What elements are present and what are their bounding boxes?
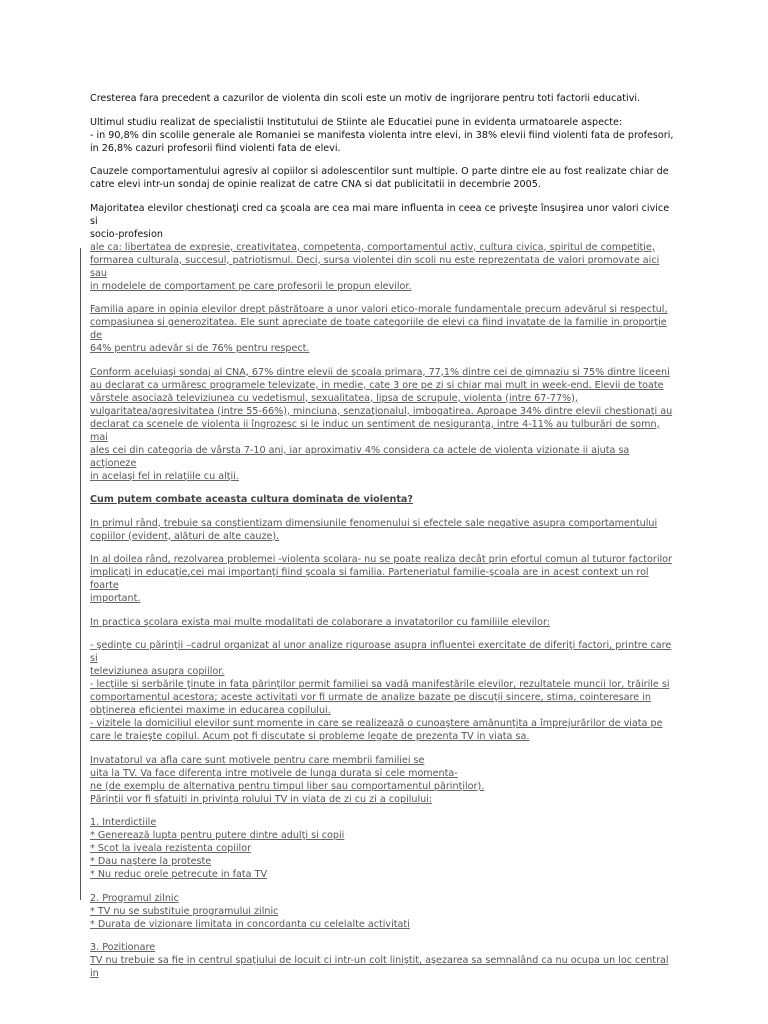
- text-line: In primul rând, trebuie sa conştientizam dimensiunile fenomenului si efectele sale negative asupra comportamentului: [90, 517, 658, 529]
- text-line: in modelele de comportament pe care profesorii le propun elevilor.: [90, 280, 412, 292]
- text-line: au declarat ca urmăresc programele televizate, in medie, cate 3 ore pe zi si chiar mai mult in week-end. Elevii de toate: [90, 379, 664, 391]
- text-line: - lecţiile si serbările ţinute in fata părinţilor permit familiei sa vadă manifestările elevilor, rezultatele muncii lor, trăirile si: [90, 679, 670, 690]
- text-line: vulgaritatea/agresivitatea (intre 55-66%), minciuna, senzaţionalul, imbogatirea. Aproape 34% dintre elevii chestionaţi au: [90, 405, 673, 417]
- text-line: Ultimul studiu realizat de specialistii Institutului de Stiinte ale Educatiei pune in evidenta urmatoarele aspecte:: [90, 116, 623, 128]
- survey-paragraph: [90, 366, 676, 483]
- text-line: catre elevi intr-un sondaj de opinie realizat de catre CNA si dat publicitatii in decembrie 2005.: [90, 179, 541, 190]
- positioning-list: [90, 941, 676, 980]
- text-line: ale ca: libertatea de expresie, creativitatea, competenta, comportamentul activ, cultura civica, spiritul de competiţie,: [90, 241, 655, 253]
- second-step-paragraph: [90, 553, 676, 605]
- text-line: care le traieşte copilul. Acum pot fi discutate si probleme legate de prezenta TV in viata sa.: [90, 731, 530, 742]
- list-item: * Generează lupta pentru putere dintre adulţi si copii: [90, 830, 345, 841]
- text-line: Cauzele comportamentului agresiv al copiilor si adolescentilor sunt multiple. O parte dintre ele au fost realizate chiar de: [90, 166, 669, 177]
- text-line: important.: [90, 593, 141, 604]
- text-line: - in 90,8% din scolile generale ale Romaniei se manifesta violenta intre elevi, in 38% elevii fiind violenti fata de profesori,: [90, 129, 674, 141]
- intro-paragraph-1: Cresterea fara precedent a cazurilor de violenta din scoli este un motiv de ingrijorare pentru toti factorii educativi.: [90, 93, 641, 104]
- text-line: declarat ca scenele de violenta ii îngrozesc si le induc un sentiment de nesiguranţa, intre 4-11% au tulburări de somn, mai: [90, 418, 660, 443]
- text-line: in acelaşi fel in relaţiile cu alţii.: [90, 470, 239, 482]
- intro-paragraph-2: [90, 116, 676, 155]
- text-line: - vizitele la domiciliul elevilor sunt momente in care se realizează o cunoaştere amănunţita a împrejurărilor de viata pe: [90, 718, 663, 729]
- text-line: Familia apare in opinia elevilor drept păstrătoare a unor valori etico-morale fundamentale precum adevărul si respectul,: [90, 304, 668, 315]
- text-line: 64% pentru adevăr si de 76% pentru respect.: [90, 343, 310, 354]
- text-line: formarea culturala, succesul, patriotismul. Deci, sursa violentei din scoli nu este reprezentata de valori promovate aici sau: [90, 254, 660, 279]
- list-heading: 2. Programul zilnic: [90, 892, 179, 904]
- text-line: Invatatorul va afla care sunt motivele pentru care membrii familiei se: [90, 754, 425, 766]
- practice-paragraph: In practica şcolara exista mai multe modalitati de colaborare a invatatorilor cu familiile elevilor:: [90, 616, 550, 628]
- text-line: televiziunea asupra copiilor.: [90, 666, 225, 677]
- text-line: implicaţi in educaţie,cei mai importanţi fiind şcoala si familia. Parteneriatul familie-şcoala are in acest context un rol foarte: [90, 567, 649, 591]
- teacher-paragraph: [90, 754, 676, 806]
- list-heading: 3. Pozitionare: [90, 942, 156, 953]
- text-line: Părinţii vor fi sfatuiti in privinţa rolului TV in viata de zi cu zi a copilului:: [90, 793, 433, 805]
- interdictions-list: [90, 816, 676, 881]
- section-heading: Cum putem combate aceasta cultura dominata de violenta?: [90, 494, 413, 505]
- text-line: ne (de exemplu de alternativa pentru timpul liber sau comportamentul părinţilor).: [90, 780, 485, 792]
- text-line: uita la TV. Va face diferenţa intre motivele de lunga durata si cele momenta-: [90, 767, 458, 779]
- text-line: in 26,8% cazuri profesorii fiind violenti fata de elevi.: [90, 142, 341, 154]
- text-line: socio-profesion: [90, 228, 163, 240]
- text-line: TV nu trebuie sa fie in centrul spaţiului de locuit ci intr-un colt liniştit, aşezarea sa semnalând ca nu ocupa un loc central in: [90, 955, 669, 979]
- intro-paragraph-3: [90, 165, 676, 191]
- text-line: In al doilea rând, rezolvarea problemei -violenta scolara- nu se poate realiza decât prin efortul comun al tuturor factorilor: [90, 554, 672, 565]
- text-line: Majoritatea elevilor chestionaţi cred ca şcoala are cea mai mare influenta in ceea ce priveşte însuşirea unor valori civice si: [90, 202, 670, 227]
- list-item: * Durata de vizionare limitata in concordanta cu celelalte activitati: [90, 918, 410, 930]
- list-item: * Scot la iveala rezistenta copiilor: [90, 843, 252, 854]
- list-item: * Dau naştere la proteste: [90, 856, 212, 867]
- document-page: [90, 92, 676, 980]
- text-line: copiilor (evident, alături de alte cauze).: [90, 530, 280, 542]
- text-line: ales cei din categoria de vârsta 7-10 ani, iar aproximativ 4% considera ca actele de violenta vizionate ii ajuta sa acţioneze: [90, 444, 630, 469]
- first-step-paragraph: [90, 517, 676, 543]
- text-line: compasiunea si generozitatea. Ele sunt apreciate de toate categoriile de elevi ca fiind invatate de la familie in proporţie de: [90, 317, 667, 341]
- text-line: vârstele asociază televiziunea cu vedetismul, sexualitatea, lipsa de scrupule, violenta (intre 67-77%),: [90, 392, 578, 404]
- text-line: comportamentul acestora; aceste activitati vor fi urmate de analize bazate pe discuţii sincere, stima, cointeresare in: [90, 692, 651, 703]
- list-item: * Nu reduc orele petrecute in fata TV: [90, 869, 268, 880]
- left-margin-rule: [80, 248, 81, 900]
- list-heading: 1. Interdictiile: [90, 817, 157, 828]
- text-line: - şedinţe cu părinţii –cadrul organizat al unor analize riguroase asupra influentei exercitate de diferiţi factori, printre care si: [90, 640, 672, 664]
- family-paragraph: [90, 303, 676, 355]
- text-line: Conform aceluiaşi sondaj al CNA, 67% dintre elevii de şcoala primara, 77,1% dintre cei de gimnaziu si 75% dintre liceeni: [90, 366, 670, 378]
- daily-program-list: [90, 892, 676, 931]
- list-item: * TV nu se substituie programului zilnic: [90, 905, 279, 917]
- values-paragraph: [90, 241, 676, 293]
- text-line: obţinerea eficientei maxime in educarea copilului.: [90, 705, 331, 716]
- collaboration-list: [90, 639, 676, 743]
- intro-paragraph-4: [90, 202, 676, 241]
